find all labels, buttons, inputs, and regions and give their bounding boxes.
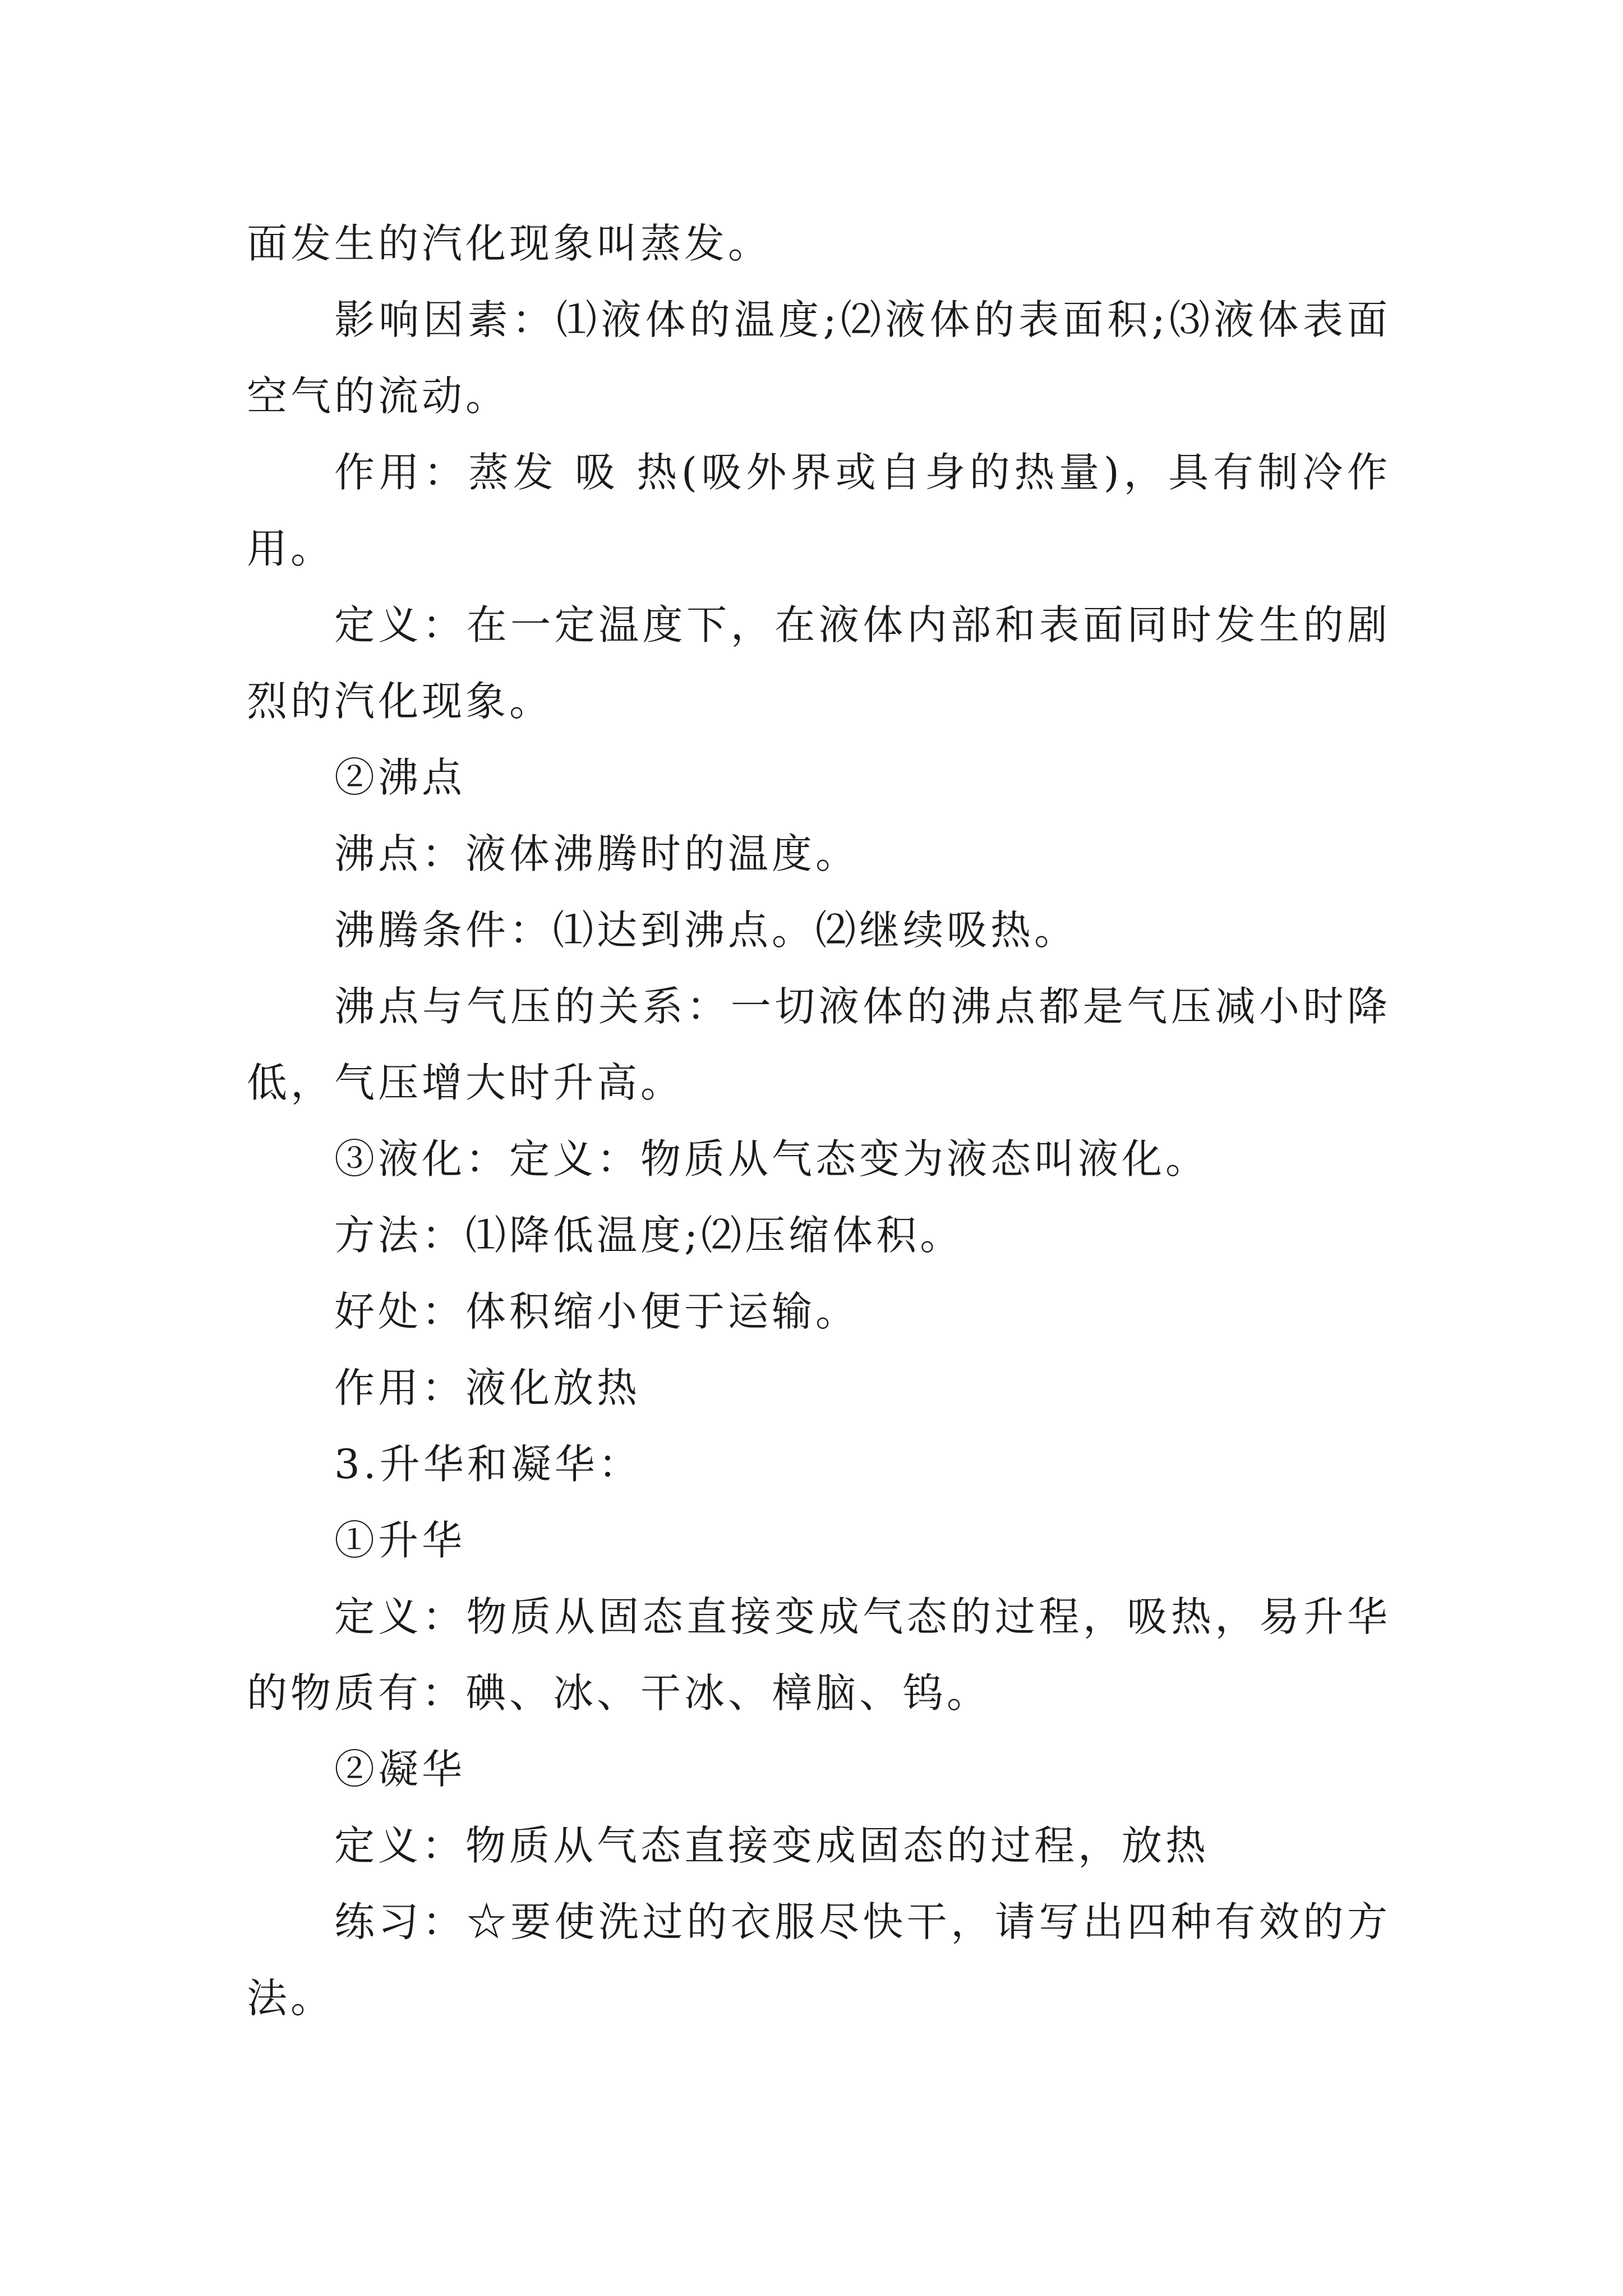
paragraph: 面发生的汽化现象叫蒸发。 — [247, 220, 772, 267]
paragraph: ②沸点 — [334, 754, 466, 801]
paragraph: ②凝华 — [334, 1746, 466, 1793]
paragraph: 练习：☆要使洗过的衣服尽快干，请写出四种有效的方法。 — [247, 1898, 1391, 2022]
paragraph: 沸点与气压的关系：一切液体的沸点都是气压减小时降低，气压增大时升高。 — [247, 983, 1391, 1106]
paragraph: 好处：体积缩小便于运输。 — [334, 1288, 860, 1335]
document-body — [247, 205, 1391, 2036]
paragraph: 定义：物质从固态直接变成气态的过程，吸热，易升华的物质有：碘、冰、干冰、樟脑、钨。 — [247, 1593, 1391, 1717]
paragraph: 3.升华和凝华： — [334, 1441, 642, 1488]
paragraph: 影响因素：⑴液体的温度;⑵液体的表面积;⑶液体表面空气的流动。 — [247, 296, 1391, 420]
paragraph: 沸点：液体沸腾时的温度。 — [334, 830, 860, 877]
paragraph: 定义：物质从气态直接变成固态的过程，放热 — [334, 1822, 1210, 1869]
paragraph: 作用：蒸发 吸 热(吸外界或自身的热量)，具有制冷作用。 — [247, 449, 1391, 572]
paragraph: 定义：在一定温度下，在液体内部和表面同时发生的剧烈的汽化现象。 — [247, 601, 1391, 725]
paragraph: 方法：⑴降低温度;⑵压缩体积。 — [334, 1212, 964, 1259]
paragraph: 沸腾条件：⑴达到沸点。⑵继续吸热。 — [334, 907, 1078, 954]
paragraph: ①升华 — [334, 1517, 466, 1564]
paragraph: 作用：液化放热 — [334, 1364, 641, 1411]
paragraph: ③液化：定义：物质从气态变为液态叫液化。 — [334, 1135, 1210, 1182]
